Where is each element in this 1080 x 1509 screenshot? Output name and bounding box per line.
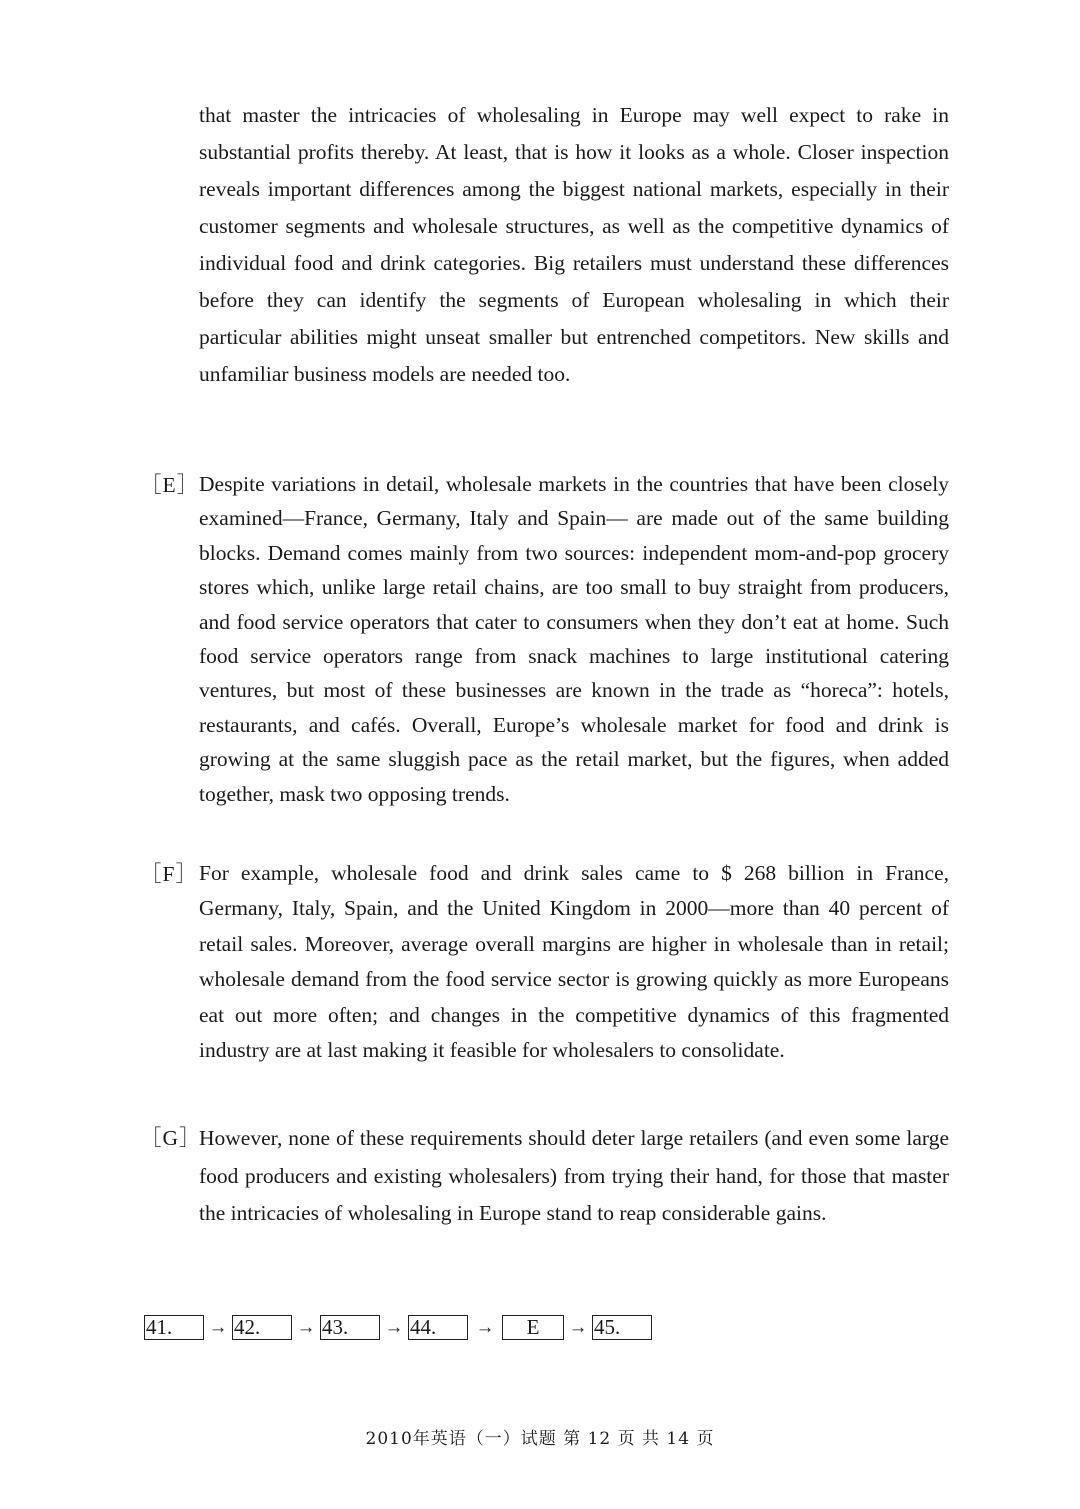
answer-box-45[interactable]: 45.: [592, 1315, 652, 1340]
paragraph-label-f: ［F］: [140, 862, 198, 886]
paragraph-e: Despite variations in detail, wholesale markets in the countries that have been closely examined—France, Germany, Italy and Spain— are made out of the same building blocks. Demand comes mainly from two sources: independent mom-and-pop grocery stores which, unlike large retail chains, are too small to buy straight from producers, and food service operators that cater to consumers when they don’t eat at home. Such food service operators range from snack machines to large institutional catering ventures, but most of these businesses are known in the trade as “horeca”: hotels, restaurants, and cafés. Overall, Europe’s wholesale market for food and drink is growing at the same sluggish pace as the retail market, but the figures, when added together, mask two opposing trends.: [199, 472, 949, 806]
paragraph-f: For example, wholesale food and drink sales came to $ 268 billion in France, Germany, Italy, Spain, and the United Kingdom in 2000—more than 40 percent of retail sales. Moreover, average overall margins are higher in wholesale than in retail; wholesale demand from the food service sector is growing quickly as more Europeans eat out more often; and changes in the competitive dynamics of this fragmented industry are at last making it feasible for wholesalers to consolidate.: [199, 861, 949, 1063]
answer-box-43[interactable]: 43.: [320, 1315, 380, 1340]
page-footer: 2010年英语（一）试题 第 12 页 共 14 页: [365, 1429, 715, 1449]
answer-sequence: [144, 1314, 652, 1341]
answer-box-42[interactable]: 42.: [232, 1315, 292, 1340]
paragraph-label-g: ［G］: [140, 1126, 202, 1150]
arrow-icon: →: [208, 1317, 228, 1338]
answer-box-41[interactable]: 41.: [144, 1315, 204, 1340]
arrow-icon: →: [296, 1317, 316, 1338]
arrow-icon: →: [568, 1317, 588, 1338]
arrow-icon: →: [475, 1317, 495, 1338]
given-box-e: E: [502, 1315, 564, 1340]
arrow-icon: →: [384, 1317, 404, 1338]
paragraph-g: However, none of these requirements should deter large retailers (and even some large food producers and existing wholesalers) from trying their hand, for those that master the intricacies of wholesaling in Europe stand to reap considerable gains.: [199, 1126, 949, 1225]
paragraph-continued: that master the intricacies of wholesaling in Europe may well expect to rake in substantial profits thereby. At least, that is how it looks as a whole. Closer inspection reveals important differences among the biggest national markets, especially in their customer segments and wholesale structures, as well as the competitive dynamics of individual food and drink categories. Big retailers must understand these differences before they can identify the segments of European wholesaling in which their particular abilities might unseat smaller but entrenched competitors. New skills and unfamiliar business models are needed too.: [199, 103, 949, 386]
paragraph-label-e: ［E］: [140, 473, 200, 497]
answer-box-44[interactable]: 44.: [408, 1315, 468, 1340]
